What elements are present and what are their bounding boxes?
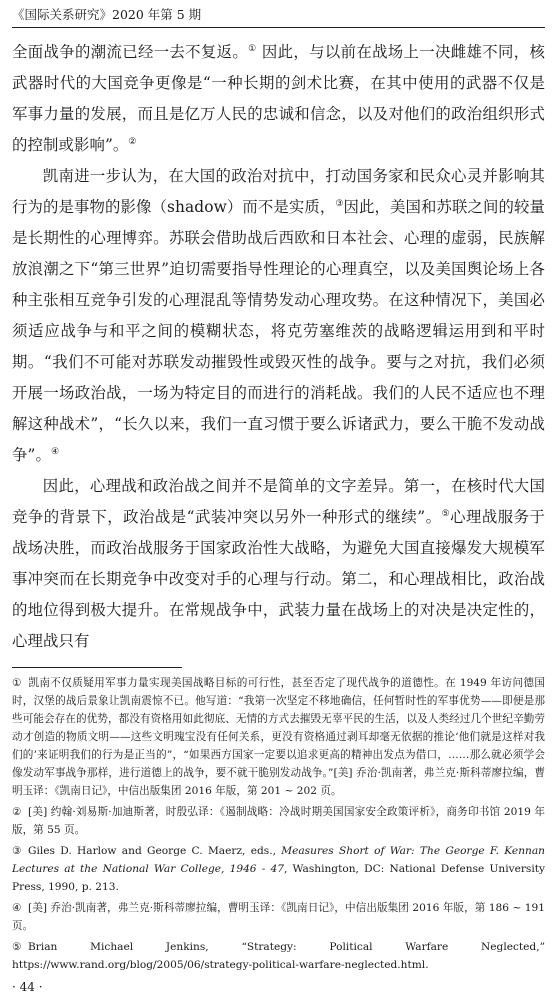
paragraph-text: 因此，心理战和政治战之间并不是简单的文字差异。第一，在核时代大国竞争的背景下，政治战是“武装冲突以另外一种形式的继续”。	[12, 477, 545, 526]
footnote-text: [美] 约翰·刘易斯·加迪斯著，时殷弘译：《遏制战略：冷战时期美国国家安全政策评析》，商务印书馆 2019 年版，第 55 页。	[12, 806, 545, 836]
paragraph-text: 因此，美国和苏联之间的较量是长期性的心理博弈。苏联会借助战后西欧和日本社会、心理的虚弱，民族解放浪潮之下“第三世界”迫切需要指导性理论的心理真空，以及美国舆论场上各种主张相互竞争引发的心理混乱等情势发动心理攻势。在这种情况下，美国必须适应战争与和平之间的模糊状态，将克劳塞维茨的战略逻辑运用到和平时期。“我们不可能对苏联发动摧毁性或毁灭性的战争。要与之对抗，我们必须开展一场政治战，一场为特定目的而进行的消耗战。我们的人民不适应也不理解这种战术”，“长久以来，我们一直习惯于要么诉诸武力，要么干脆不发动战争”。	[12, 198, 546, 464]
footnote-text: [美] 乔治·凯南著，弗兰克·斯科蒂廖拉编，曹明玉译：《凯南日记》，中信出版集团 2016 年版，第 186 ~ 191 页。	[12, 902, 545, 932]
journal-title: 《国际关系研究》2020 年第 5 期	[12, 7, 202, 22]
footnote-5	[12, 938, 545, 974]
footnotes	[12, 674, 545, 974]
paragraph-text: 因此，与以前在战场上一决雌雄不同，核武器时代的大国竞争更像是“一种长期的剑术比赛，在其中使用的武器不仅是军事力量的发展，而且是亿万人民的忠诚和信念，以及对他们的政治组织形式的控制或影响”。	[12, 43, 545, 154]
footnote-text: Giles D. Harlow and George C. Maerz, eds.,	[28, 845, 282, 857]
footnote-number: ④	[12, 902, 22, 914]
footnote-1	[12, 674, 545, 800]
footnote-divider	[12, 667, 182, 668]
footnote-text: , Washington, DC: National Defense University Press, 1990, p. 213.	[12, 863, 545, 893]
footnote-ref[interactable]: ⑤	[441, 508, 451, 519]
paragraph-3	[12, 471, 545, 657]
footnote-ref[interactable]: ②	[128, 136, 137, 147]
paragraph-text: 全面战争的潮流已经一去不复返。	[12, 43, 249, 61]
footnote-2	[12, 803, 545, 839]
footnote-3	[12, 842, 545, 896]
footnote-number: ③	[12, 845, 22, 857]
paragraph-text: 凯南进一步认为，在大国的政治对抗中，打动国务家和民众心灵并影响其行为的是事物的影像（shadow）而不是实质，	[12, 167, 545, 216]
footnote-book-title: Measures Short of War: The George F. Kennan Lectures at the National War College, 1946 - 47	[12, 845, 545, 875]
footnote-number: ⑤	[12, 941, 22, 953]
running-header	[12, 6, 545, 28]
paragraph-2	[12, 161, 545, 471]
footnote-ref[interactable]: ③	[335, 198, 344, 209]
footnote-number: ②	[12, 806, 22, 818]
main-text	[12, 37, 545, 657]
footnote-ref[interactable]: ④	[50, 446, 60, 457]
footnote-link[interactable]: Brian Michael Jenkins, “Strategy: Political Warfare Neglected,” https://www.rand.org/blog/2005/06/strategy-political-warfare-neglected.html.	[12, 941, 545, 971]
paragraph-text: 心理战服务于战场决胜，而政治战服务于国家政治性大战略，为避免大国直接爆发大规模军事冲突而在长期竞争中改变对手的心理与行动。第二，和心理战相比，政治战的地位得到极大提升。在常规战争中，武装力量在战场上的对决是决定性的，心理战只有	[12, 508, 545, 650]
paragraph-1	[12, 37, 545, 161]
footnote-4	[12, 899, 545, 935]
footnote-ref[interactable]: ①	[248, 43, 257, 54]
page-number: · 44 ·	[12, 980, 43, 994]
footnote-number: ①	[12, 677, 22, 689]
footnote-text: 凯南不仅质疑用军事力量实现美国战略目标的可行性，甚至否定了现代战争的道德性。在 1949 年访问德国时，汉堡的战后景象让凯南震惊不已。他写道：“我第一次坚定不移地确信，任何暂时性的军事优势——即便是那些可能会存在的优势，都没有资格用如此彻底、无情的方式去摧毁无辜平民的生活，以及人类经过几个世纪辛勤劳动才创造的物质文明——这些文明瑰宝没有任何关系，更没有资格通过剥耳却毫无依据的推论‘他们就是这样对我们的’来证明我们的行为是正当的”，“如果西方国家一定要以追求更高的精神出发点为借口，……那么就必须学会像发动军事战争那样，进行道德上的战争，要不就干脆别发动战争。”[美] 乔治·凯南著，弗兰克·斯科蒂廖拉编，曹明玉译：《凯南日记》，中信出版集团 2016 年版，第 201 ~ 202 页。	[12, 677, 545, 797]
